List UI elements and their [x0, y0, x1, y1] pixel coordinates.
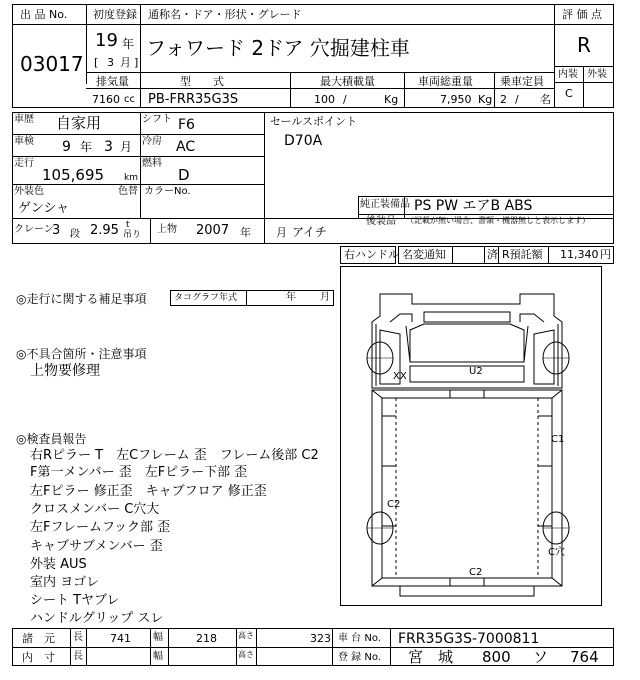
sales-point-label: セールスポイント [270, 115, 358, 128]
gross-weight: 7,950 [440, 93, 472, 106]
insp-month-char: 月 [120, 140, 133, 154]
running-notes-label: ◎走行に関する補足事項 [16, 292, 147, 306]
color-label: 外装色 [14, 186, 44, 197]
shift-label: シフト [142, 114, 172, 125]
mileage-label: 走行 [14, 158, 34, 169]
interior-grade-label: 内装 [558, 69, 578, 80]
mark-xx: XX [393, 371, 407, 382]
fuel: D [178, 166, 190, 184]
defect-line: 上物要修理 [30, 363, 100, 379]
tacho-month-char: 月 [320, 292, 330, 303]
interior-grade: C [565, 87, 573, 100]
length: 741 [110, 632, 131, 645]
crane-tsuri: 吊り [123, 230, 142, 240]
plate-number: 764 [570, 648, 599, 666]
shift: F6 [178, 117, 195, 133]
recycle-label: R預託額 [502, 248, 543, 261]
ac: AC [176, 139, 196, 155]
inspection-label: 車検 [14, 136, 34, 147]
kg-unit-2: Kg [478, 93, 493, 106]
reg-year: 19 [95, 30, 118, 51]
report-line: ハンドルグリップ スレ [30, 611, 164, 626]
kg-unit: Kg [384, 93, 399, 106]
vehicle-type: PB-FRR35G3S [148, 92, 239, 107]
lot-number: 03017 [20, 52, 84, 76]
aftermarket-note: （記載が無い場合、書類・機器無しと表示します） [406, 216, 590, 225]
chassis-label: 車 台 No. [338, 633, 381, 644]
reg-year-char: 年 [122, 37, 135, 51]
insp-year: 9 [62, 139, 71, 155]
upper-year: 2007 [196, 223, 230, 238]
max-load-label: 最大積載量 [320, 75, 375, 88]
cc-unit: cc [124, 94, 135, 105]
sales-point: D70A [284, 133, 323, 149]
int-length-label: 長 [73, 651, 83, 662]
mark-c-hole: C穴 [548, 547, 565, 558]
insp-month: 3 [104, 139, 113, 155]
report-line: クロスメンバー C穴大 [30, 502, 160, 517]
width-label: 幅 [153, 632, 163, 643]
report-line: 右Rピラー T 左Cフレーム 歪 フレーム後部 C2 [30, 448, 319, 463]
displacement-label: 排気量 [96, 75, 129, 88]
chassis-no: FRR35G3S-7000811 [398, 631, 540, 647]
capacity: 2 [500, 93, 507, 106]
crane-tons: 2.95 [90, 223, 119, 238]
slash: / [343, 93, 347, 106]
report-line: F第一メンバー 歪 左Fピラー下部 歪 [30, 465, 248, 480]
grade-label: 評 価 点 [562, 8, 602, 21]
upper-month-char: 月 [276, 226, 287, 239]
upper-label: 上物 [157, 224, 177, 235]
report-line: 外装 AUS [30, 557, 87, 572]
mark-c1: C1 [551, 434, 565, 445]
equipment: PS PW エアB ABS [414, 198, 533, 214]
aftermarket-label: 後装品 [366, 216, 396, 227]
interior-dims-label: 内 寸 [22, 651, 55, 664]
recycle-prefix: 済 [487, 248, 498, 261]
grade-value: R [577, 33, 591, 57]
reg-month-char: 月 [120, 56, 131, 69]
right-handle: 右ハンドル [344, 248, 399, 261]
gross-weight-label: 車両総重量 [418, 75, 473, 88]
length-label: 長 [73, 632, 83, 643]
color: ゲンシャ [18, 201, 70, 216]
plate-region: 宮 城 [408, 648, 454, 666]
name-change-label: 名変通知 [402, 248, 446, 261]
specs-label: 諸 元 [22, 632, 55, 645]
tacho-year-char: 年 [286, 292, 296, 303]
mark-c2-left: C2 [387, 499, 401, 510]
height: 323 [310, 632, 331, 645]
max-load: 100 [314, 93, 335, 106]
mileage: 105,695 [42, 166, 105, 184]
lot-label: 出 品 No. [20, 8, 68, 21]
color-no-label: カラーNo. [144, 186, 191, 197]
upper-maker: アイチ [292, 225, 327, 239]
capacity-unit: 名 [540, 93, 551, 106]
model-name-label: 通称名・ドア・形状・グレード [148, 8, 302, 21]
inspector-report-label: ◎検査員報告 [16, 432, 87, 446]
insp-year-char: 年 [80, 140, 93, 154]
plate-kana: ソ [533, 648, 549, 666]
report-line: シート Tヤブレ [30, 593, 120, 608]
history-label: 車歴 [14, 114, 34, 125]
km-unit: km [124, 173, 138, 183]
yen-unit: 円 [600, 248, 611, 261]
crane-stages: 3 [52, 223, 61, 238]
upper-year-char: 年 [240, 226, 251, 239]
type-label: 型 式 [180, 75, 224, 88]
recycle-amount: 11,340 [560, 248, 599, 261]
history: 自家用 [56, 114, 102, 132]
crane-ton-unit: t [126, 220, 130, 230]
capacity-label: 乗車定員 [500, 75, 544, 88]
defects-label: ◎不具合箇所・注意事項 [16, 347, 147, 361]
plate-label: 登 録 No. [338, 652, 381, 663]
equipment-label: 純正装備品 [360, 199, 410, 210]
crane-stage-unit: 段 [70, 229, 80, 240]
int-height-label: 高さ [238, 650, 254, 659]
int-width-label: 幅 [153, 651, 163, 662]
report-line: 室内 ヨゴレ [30, 575, 100, 590]
tachograph-label: タコグラフ年式 [174, 293, 238, 303]
mark-c2-bottom: C2 [469, 567, 483, 578]
crane-label: クレーン [14, 224, 54, 235]
width: 218 [196, 632, 217, 645]
report-line: 左Fピラー 修正歪 キャブフロア 修正歪 [30, 484, 267, 499]
ac-label: 冷房 [142, 136, 162, 147]
report-line: 左Fフレームフック部 歪 [30, 520, 171, 535]
displacement: 7160 [92, 93, 120, 106]
height-label: 高さ [238, 631, 254, 640]
auction-sheet: 出 品 No. 03017 初度登録 通称名・ドア・形状・グレード 19 年 [ 3 月 ] フォワード 2ドア 穴掘建柱車 評 価 点 R 内装 外装 C 排気量 型 式 最大積載量 車両総重量 乗車定員 7160 cc PB-FRR35G3S 100 / Kg 7,950 Kg 2 / 名 車歴 自家用 シフト F6 車検 9 年 3 月 冷房 AC 走行 105,695 km 燃料 D 外装色 ゲンシャ 色替 カラーNo. セールスポイント D70A 純正装備品 PS PW エアB ABS 後装品 （記載が無い場合、書類・機器無しと表示します） クレーン 3 段 2.95 t 吊り 上物 2007 年 月 アイチ 右ハンドル 名変通知 済 R預託額 11,340 円 ◎走行に関する補足事項 タコグラフ年式 年 月 ◎不具合箇所・注意事項 上物要修理 ◎検査員報告 右Rピラー T 左Cフレーム 歪 フレーム後部 C2 F第一メンバー 歪 左Fピラー下部 歪 左Fピラー 修正歪 キャブフロア 修正歪 クロスメンバー C穴大 左Fフレームフック部 歪 キャブサブメンバー 歪 外装 AUS 室内 ヨゴレ シート Tヤブレ ハンドルグリップ スレ XX U2 C1 C2 C2 C穴 諸 元 長 741 幅 218 高さ 323 車 台 No. FRR35G3S-7000811 内 寸 長 幅 高さ 登 録 No. 宮 城 800 ソ 764 [0, 0, 640, 680]
exterior-grade-label: 外装 [587, 69, 607, 80]
model-name: フォワード 2ドア 穴掘建柱車 [146, 36, 410, 60]
slash-2: / [515, 93, 519, 106]
fuel-label: 燃料 [142, 158, 162, 169]
color-code-label: 色替 [118, 186, 138, 197]
report-line: キャブサブメンバー 歪 [30, 539, 163, 554]
mark-u2: U2 [469, 366, 483, 377]
plate-class: 800 [482, 648, 511, 666]
first-reg-label: 初度登録 [93, 8, 137, 21]
reg-month: 3 [107, 56, 114, 69]
